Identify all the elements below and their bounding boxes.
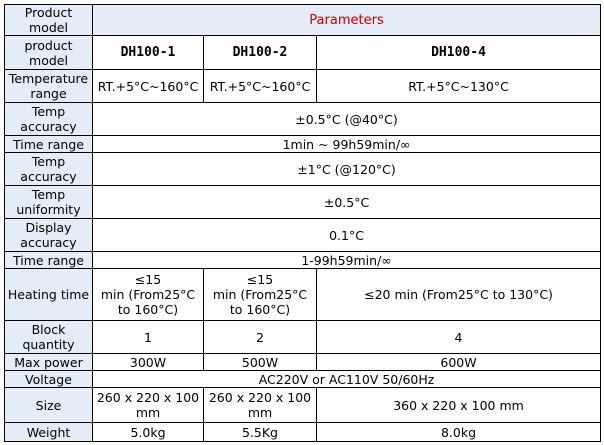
table-row [5,269,601,321]
block-quantity-dh100-1: 1 [93,321,204,354]
max-power-dh100-2: 500W [204,354,317,371]
table-row [5,70,601,103]
product-model-label: product model [5,36,93,70]
size-dh100-1: 260 x 220 x 100 mm [93,388,204,423]
display-accuracy-value: 0.1°C [93,219,601,252]
table-row [5,153,601,186]
table-row [5,371,601,388]
table-row [5,321,601,354]
block-quantity-label: Block quantity [5,321,93,354]
temp-accuracy-label: Temp accuracy [5,153,93,186]
voltage-label: Voltage [5,371,93,388]
heating-time-dh100-4: ≤20 min (From25°C to 130°C) [317,269,601,321]
temp-accuracy-value: ±1°C (@120°C) [93,153,601,186]
temperature-range-dh100-1: RT.+5°C~160°C [93,70,204,103]
temp-accuracy-value: ±0.5°C (@40°C) [93,103,601,136]
max-power-dh100-1: 300W [93,354,204,371]
model-dh100-1: DH100-1 [93,36,204,70]
temperature-range-dh100-4: RT.+5°C~130°C [317,70,601,103]
size-label: Size [5,388,93,423]
table-row [5,354,601,371]
voltage-value: AC220V or AC110V 50/60Hz [93,371,601,388]
heating-time-dh100-1: ≤15 min (From25°C to 160°C) [93,269,204,321]
temp-uniformity-value: ±0.5°C [93,186,601,219]
specifications-table [4,4,601,442]
weight-dh100-2: 5.5Kg [204,423,317,442]
weight-dh100-4: 8.0kg [317,423,601,442]
block-quantity-dh100-2: 2 [204,321,317,354]
max-power-label: Max power [5,354,93,371]
weight-label: Weight [5,423,93,442]
size-dh100-4: 360 x 220 x 100 mm [317,388,601,423]
table-row [5,423,601,442]
model-dh100-2: DH100-2 [204,36,317,70]
temperature-range-label: Temperature range [5,70,93,103]
time-range-label: Time range [5,252,93,269]
max-power-dh100-4: 600W [317,354,601,371]
table-row [5,388,601,423]
temperature-range-dh100-2: RT.+5°C~160°C [204,70,317,103]
display-accuracy-label: Display accuracy [5,219,93,252]
temp-uniformity-label: Temp uniformity [5,186,93,219]
heating-time-dh100-2: ≤15 min (From25°C to 160°C) [204,269,317,321]
time-range-label: Time range [5,136,93,153]
table-row [5,36,601,70]
table-row [5,103,601,136]
model-dh100-4: DH100-4 [317,36,601,70]
size-dh100-2: 260 x 220 x 100 mm [204,388,317,423]
weight-dh100-1: 5.0kg [93,423,204,442]
heating-time-label: Heating time [5,269,93,321]
table-row [5,5,601,36]
time-range-value: 1min ~ 99h59min/∞ [93,136,601,153]
block-quantity-dh100-4: 4 [317,321,601,354]
table-row [5,219,601,252]
parameters-header: Parameters [93,5,601,36]
product-model-header: Product model [5,5,93,36]
table-row [5,136,601,153]
table-row [5,252,601,269]
table-row [5,186,601,219]
time-range-value: 1-99h59min/∞ [93,252,601,269]
temp-accuracy-label: Temp accuracy [5,103,93,136]
